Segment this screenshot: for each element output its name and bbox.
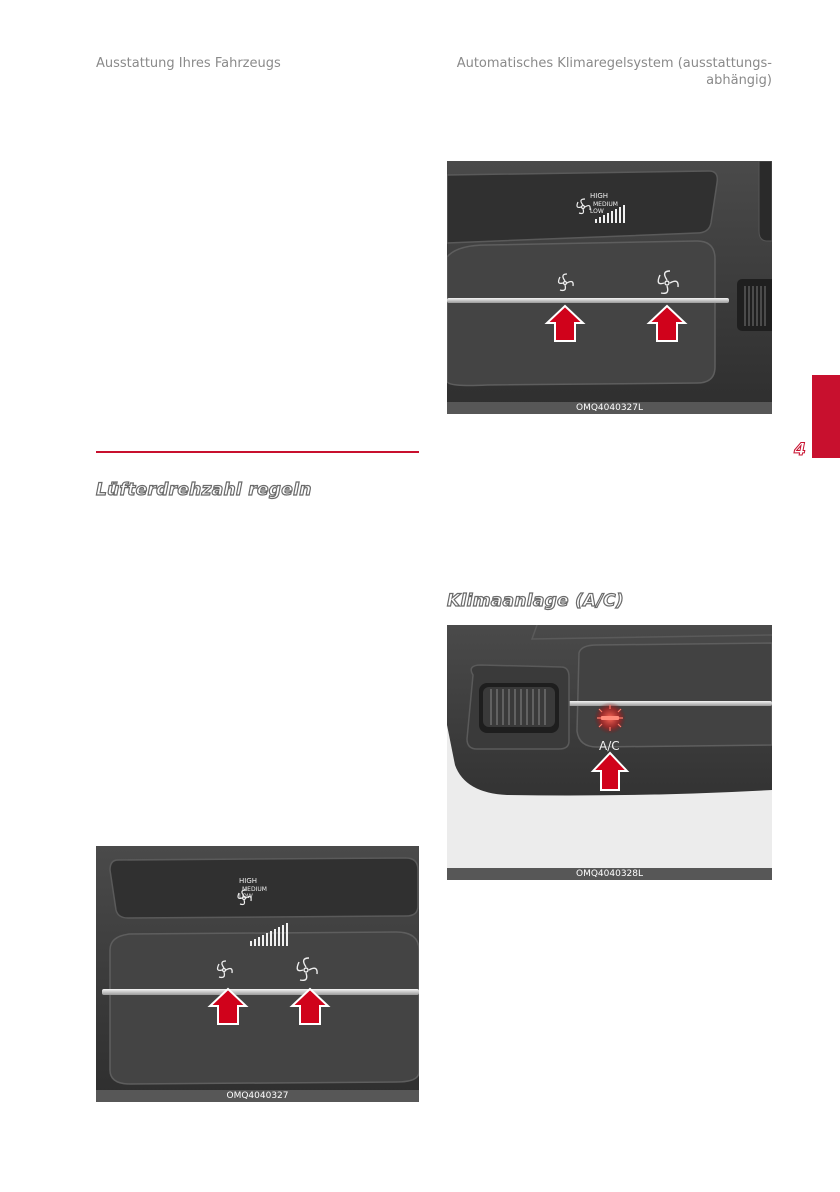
figure-fan-speed-top <box>447 161 772 414</box>
section-heading-air-conditioning: Klimaanlage (A/C) <box>447 591 624 611</box>
label-low: LOW <box>239 893 253 900</box>
label-low: LOW <box>590 208 604 215</box>
label-medium: MEDIUM <box>242 886 267 893</box>
figure-caption: OMQ4040328L <box>447 868 772 880</box>
label-high: HIGH <box>239 877 258 885</box>
running-header-left: Ausstattung Ihres Fahrzeugs <box>96 56 281 71</box>
section-heading-fan-speed: Lüfterdrehzahl regeln <box>96 480 312 500</box>
label-high: HIGH <box>590 192 609 200</box>
fan-speed-illustration <box>96 846 419 1102</box>
figure-caption: OMQ4040327L <box>447 402 772 414</box>
section-divider <box>96 451 419 453</box>
ac-illustration <box>447 625 772 880</box>
figure-fan-speed-bottom <box>96 846 419 1102</box>
chapter-tab <box>812 375 840 458</box>
fan-speed-illustration <box>447 161 772 414</box>
chapter-number: 4 <box>794 440 806 460</box>
figure-caption: OMQ4040327 <box>96 1090 419 1102</box>
ac-button-label: A/C <box>599 739 620 753</box>
running-header-right-line-1: Automatisches Klimaregelsystem (ausstattungs- <box>456 56 772 71</box>
label-medium: MEDIUM <box>593 201 618 208</box>
figure-ac-button <box>447 625 772 880</box>
running-header-right-line-2: abhängig) <box>706 73 772 88</box>
running-header-right <box>420 55 772 89</box>
